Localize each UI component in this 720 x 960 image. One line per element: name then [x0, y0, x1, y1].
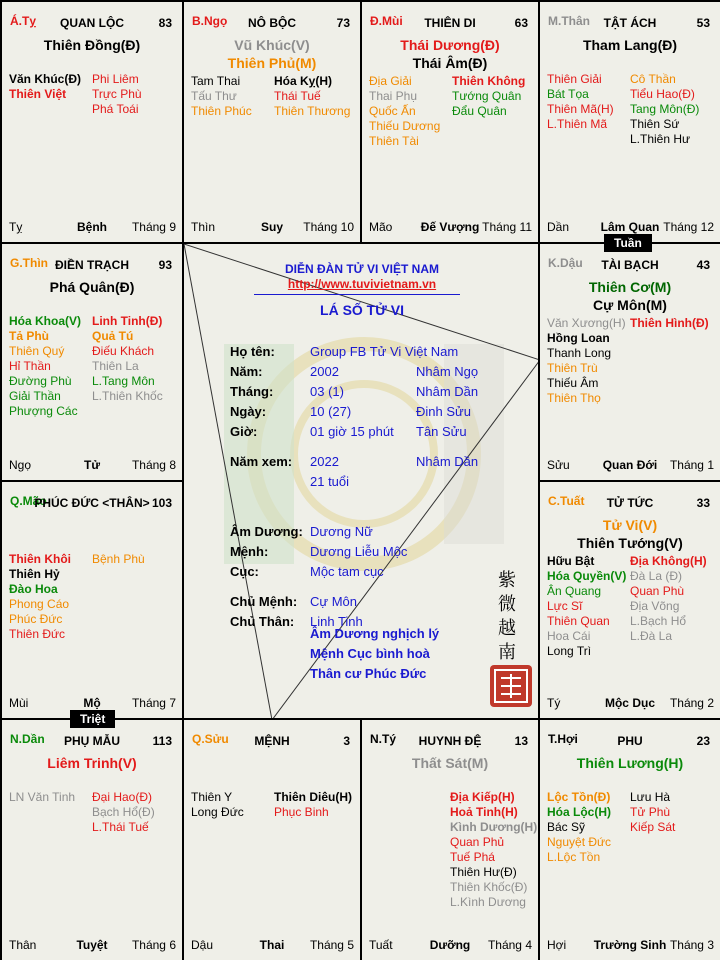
minor-star: L.Tang Môn: [92, 374, 155, 388]
palace-life-stage: Mộc Dục: [604, 696, 655, 710]
summary-note: Thân cư Phúc Đức: [310, 666, 427, 681]
info-value: 2022: [310, 454, 339, 469]
minor-star: Tử Phù: [630, 805, 671, 819]
minor-star: Văn Xương(H): [547, 316, 626, 330]
palace-4: [0, 242, 182, 480]
minor-star: Thiên Sứ: [630, 117, 680, 131]
palace-earthly-branch: Tý: [547, 696, 561, 710]
minor-star: L.Đà La: [630, 629, 673, 643]
calligraphy-char: 越: [498, 618, 516, 639]
palace-month: Tháng 4: [487, 938, 532, 952]
palace-1: [182, 0, 360, 242]
minor-star: Hoả Tinh(H): [450, 805, 518, 819]
minor-star: Phi Liêm: [92, 72, 139, 86]
minor-star: Thiên Giải: [547, 72, 602, 86]
minor-star: Quốc Ấn: [369, 104, 416, 118]
right-star-list: [452, 74, 525, 119]
minor-star: Thiên Tài: [369, 134, 419, 148]
minor-star: Kiếp Sát: [630, 820, 676, 834]
minor-star: Văn Khúc(Đ): [9, 72, 81, 86]
major-star: Thiên Tướng(V): [577, 535, 683, 551]
info-label: Chủ Mệnh:: [230, 594, 298, 609]
center-info-panel: [182, 242, 538, 718]
minor-star: Thai Phụ: [369, 89, 418, 103]
palace-7: [538, 480, 720, 718]
palace-branch: Á.Tỵ: [10, 14, 37, 28]
palace-name: QUAN LỘC: [60, 16, 124, 30]
minor-star: Ân Quang: [547, 584, 602, 598]
minor-star: Tướng Quân: [452, 89, 522, 103]
minor-star: Long Trì: [547, 644, 592, 658]
right-star-list: [630, 554, 707, 644]
palace-number: 33: [696, 496, 710, 510]
left-star-list: [191, 74, 252, 119]
info-value: 01 giờ 15 phút: [310, 424, 394, 439]
palace-earthly-branch: Thân: [9, 938, 37, 952]
palace-branch: Q.Sửu: [192, 732, 229, 746]
info-can-chi: Nhâm Dần: [416, 384, 479, 399]
palace-month: Tháng 12: [663, 220, 714, 234]
palace-life-stage: Thai: [259, 938, 285, 952]
left-star-list: [547, 72, 614, 132]
minor-star: Địa Không(H): [630, 554, 707, 568]
palace-3: [538, 0, 720, 242]
major-star: Thiên Lương(H): [576, 755, 684, 771]
minor-star: Cô Thần: [630, 72, 676, 86]
minor-star: Thiên Đức: [9, 627, 66, 641]
left-star-list: [547, 554, 626, 659]
palace-number: 63: [514, 16, 528, 30]
palace-number: 113: [152, 734, 172, 748]
right-star-list: [274, 790, 352, 820]
left-star-list: [547, 790, 611, 865]
right-star-list: [630, 790, 675, 835]
minor-star: Thiên Việt: [9, 87, 67, 101]
calligraphy-char: 南: [498, 642, 516, 663]
right-star-list: [92, 552, 145, 567]
minor-star: Đại Hao(Đ): [92, 790, 153, 804]
minor-star: Hồng Loan: [547, 331, 610, 345]
palace-life-stage: Lâm Quan: [600, 220, 660, 234]
minor-star: Thái Tuế: [274, 89, 321, 103]
info-can-chi: Tân Sửu: [416, 424, 467, 439]
info-can-chi: Đinh Sửu: [416, 404, 471, 419]
palace-month: Tháng 6: [131, 938, 176, 952]
palace-life-stage: Tuyệt: [76, 938, 108, 952]
left-star-list: [547, 316, 626, 406]
minor-star: Thiên Y: [191, 790, 233, 804]
palace-name: PHÚC ĐỨC <THÂN>: [34, 496, 150, 510]
minor-star: L.Thiên Mã: [547, 117, 608, 131]
right-star-list: [630, 316, 709, 331]
palace-name: TẬT ÁCH: [603, 16, 657, 30]
palace-earthly-branch: Tuất: [369, 938, 393, 952]
left-star-list: [369, 74, 440, 149]
tuan-badge: Tuần: [604, 234, 652, 252]
minor-star: Hóa Kỵ(H): [274, 74, 333, 88]
minor-star: L.Thiên Khốc: [92, 389, 163, 403]
palace-name: THIÊN DI: [424, 16, 476, 30]
minor-star: Linh Tinh(Đ): [92, 314, 163, 328]
minor-star: Tam Thai: [191, 74, 241, 88]
major-star: Tử Vi(V): [602, 517, 658, 533]
info-label: Năm xem:: [230, 454, 293, 469]
palace-earthly-branch: Sửu: [547, 458, 570, 472]
palace-name: TỬ TỨC: [606, 496, 654, 510]
palace-name: MỆNH: [254, 734, 290, 748]
minor-star: Đẩu Quân: [452, 104, 507, 118]
minor-star: Tấu Thư: [191, 89, 237, 103]
minor-star: Thiên Hỷ: [9, 567, 60, 581]
palace-life-stage: Đế Vượng: [420, 220, 480, 234]
minor-star: Tả Phù: [9, 329, 50, 343]
minor-star: Tang Môn(Đ): [630, 102, 700, 116]
info-value: Dương Nữ: [310, 524, 373, 539]
left-star-list: [9, 552, 71, 642]
minor-star: Thiếu Âm: [547, 376, 599, 390]
palace-branch: T.Hợi: [548, 732, 578, 746]
palace-branch: C.Tuất: [548, 494, 585, 508]
palace-month: Tháng 1: [669, 458, 714, 472]
minor-star: Thiên Thọ: [547, 391, 601, 405]
minor-star: Hữu Bật: [547, 554, 595, 568]
palace-name: NÔ BỘC: [248, 16, 296, 30]
major-star: Thất Sát(M): [411, 755, 489, 771]
minor-star: Thiên Khốc(Đ): [450, 880, 528, 894]
palace-earthly-branch: Tỵ: [9, 220, 23, 234]
palace-branch: N.Dần: [10, 732, 45, 746]
info-label: Tháng:: [230, 384, 274, 399]
major-star: Thiên Cơ(M): [588, 279, 672, 295]
info-can-chi: Nhâm Dần: [416, 454, 479, 469]
info-value: 2002: [310, 364, 339, 379]
palace-8: [0, 718, 182, 960]
minor-star: L.Thái Tuế: [92, 820, 149, 834]
minor-star: Thiên Quý: [9, 344, 65, 358]
minor-star: Hoa Cái: [547, 629, 591, 643]
palace-number: 83: [158, 16, 172, 30]
minor-star: LN Văn Tinh: [9, 790, 76, 804]
right-star-list: [92, 314, 163, 404]
palace-life-stage: Tử: [83, 458, 101, 472]
right-star-list: [274, 74, 350, 119]
minor-star: Quan Phủ: [450, 835, 505, 849]
minor-star: Thiên La: [92, 359, 139, 373]
palace-number: 103: [151, 496, 172, 510]
calligraphy-char: 微: [498, 594, 516, 615]
info-label: Ngày:: [230, 404, 267, 419]
forum-title: DIỄN ĐÀN TỬ VI VIỆT NAM: [285, 262, 439, 276]
chart-title: LÁ SỐ TỬ VI: [320, 302, 404, 318]
triet-badge: Triệt: [70, 710, 115, 728]
palace-2: [360, 0, 538, 242]
palace-name: HUYNH ĐỆ: [418, 734, 482, 748]
minor-star: Kình Dương(H): [450, 820, 538, 834]
minor-star: Trực Phù: [92, 87, 142, 101]
info-value: 21 tuổi: [310, 474, 350, 489]
right-star-list: [92, 72, 142, 117]
info-label: Họ tên:: [230, 344, 275, 359]
palace-branch: G.Thìn: [10, 256, 48, 270]
minor-star: Điếu Khách: [92, 344, 155, 358]
minor-star: Thiếu Dương: [369, 119, 441, 133]
palace-name: PHỤ MẪU: [64, 734, 120, 748]
minor-star: Phục Binh: [274, 805, 329, 819]
minor-star: Hỉ Thần: [9, 359, 51, 373]
palace-life-stage: Mộ: [83, 696, 101, 710]
palace-0: [0, 0, 182, 242]
palace-number: 73: [336, 16, 350, 30]
palace-earthly-branch: Hợi: [547, 938, 567, 952]
palace-month: Tháng 8: [131, 458, 176, 472]
minor-star: Bệnh Phù: [92, 552, 145, 566]
minor-star: Thiên Mã(H): [547, 102, 614, 116]
major-star: Thái Dương(Đ): [400, 37, 500, 53]
minor-star: Quan Phù: [630, 584, 685, 598]
minor-star: Hóa Lộc(H): [547, 805, 611, 819]
palace-month: Tháng 3: [669, 938, 714, 952]
info-can-chi: Nhâm Ngọ: [416, 364, 479, 379]
minor-star: Tuế Phá: [450, 850, 495, 864]
palace-earthly-branch: Dậu: [191, 938, 214, 952]
minor-star: Thiên Trù: [547, 361, 598, 375]
palace-life-stage: Trường Sinh: [593, 938, 667, 952]
minor-star: Đào Hoa: [9, 582, 58, 596]
minor-star: Thiên Diêu(H): [274, 790, 352, 804]
info-label: Giờ:: [230, 424, 258, 439]
palace-life-stage: Suy: [260, 220, 283, 234]
minor-star: Hóa Khoa(V): [9, 314, 81, 328]
minor-star: Thiên Thương: [274, 104, 351, 118]
palace-number: 3: [343, 734, 350, 748]
minor-star: L.Lộc Tồn: [547, 850, 601, 864]
palace-month: Tháng 10: [303, 220, 354, 234]
palace-branch: Đ.Mùi: [370, 14, 403, 28]
left-star-list: [191, 790, 244, 820]
major-star: Liêm Trinh(V): [47, 755, 137, 771]
summary-note: Âm Dương nghịch lý: [310, 626, 440, 641]
minor-star: Tiểu Hao(Đ): [630, 87, 695, 101]
info-label: Cục:: [230, 564, 259, 579]
palace-earthly-branch: Mùi: [9, 696, 29, 710]
calligraphy-char: 紫: [498, 570, 516, 591]
minor-star: Đường Phù: [9, 374, 72, 388]
minor-star: Thiên Quan: [547, 614, 610, 628]
palace-branch: B.Ngọ: [192, 14, 228, 28]
info-label: Âm Dương:: [230, 524, 303, 539]
palace-earthly-branch: Mão: [369, 220, 393, 234]
minor-star: Thiên Hình(Đ): [630, 316, 709, 330]
palace-name: TÀI BẠCH: [601, 258, 659, 272]
divider: [254, 294, 460, 295]
palace-branch: N.Tý: [370, 732, 397, 746]
minor-star: Thiên Hư(Đ): [450, 865, 517, 879]
info-value: Linh Tinh: [310, 614, 363, 629]
minor-star: Long Đức: [191, 805, 244, 819]
palace-month: Tháng 9: [131, 220, 176, 234]
minor-star: Lộc Tồn(Đ): [547, 790, 611, 804]
left-star-list: [9, 790, 75, 805]
minor-star: Địa Giải: [369, 74, 412, 88]
major-star: Thiên Đồng(Đ): [43, 37, 141, 53]
palace-life-stage: Quan Đới: [602, 458, 658, 472]
minor-star: L.Bạch Hổ: [630, 614, 687, 628]
minor-star: Quả Tú: [92, 329, 134, 343]
minor-star: Địa Võng: [630, 599, 680, 613]
minor-star: Bát Tọa: [547, 87, 589, 101]
right-star-list: [92, 790, 155, 835]
minor-star: Lực Sĩ: [547, 599, 583, 613]
palace-month: Tháng 7: [131, 696, 176, 710]
right-star-list: [450, 790, 537, 910]
palace-number: 23: [696, 734, 710, 748]
minor-star: Thiên Phúc: [191, 104, 252, 118]
minor-star: Bác Sỹ: [547, 820, 586, 834]
info-value: 10 (27): [310, 404, 352, 419]
major-star: Thiên Phủ(M): [227, 55, 317, 71]
minor-star: Bạch Hổ(Đ): [92, 805, 155, 819]
info-label: Năm:: [230, 364, 263, 379]
palace-month: Tháng 5: [309, 938, 354, 952]
info-label: Chủ Thân:: [230, 614, 295, 629]
red-seal-stamp: [489, 664, 533, 708]
minor-star: L.Thiên Hư: [630, 132, 691, 146]
summary-note: Mệnh Cục bình hoà: [310, 646, 430, 661]
minor-star: Địa Kiếp(H): [450, 790, 515, 804]
left-star-list: [9, 72, 81, 102]
minor-star: Giải Thần: [9, 389, 61, 403]
left-star-list: [9, 314, 81, 419]
palace-5: [538, 242, 720, 480]
palace-number: 53: [696, 16, 710, 30]
forum-url-link[interactable]: http://www.tuvivietnam.vn: [287, 277, 437, 291]
palace-month: Tháng 2: [669, 696, 714, 710]
major-star: Cự Môn(M): [593, 297, 667, 313]
major-star: Tham Lang(Đ): [582, 37, 678, 53]
palace-branch: M.Thân: [548, 14, 590, 28]
palace-earthly-branch: Dần: [547, 220, 570, 234]
palace-9: [182, 718, 360, 960]
palace-earthly-branch: Thìn: [191, 220, 216, 234]
palace-name: ĐIỀN TRẠCH: [55, 258, 129, 272]
info-value: Cự Môn: [310, 594, 357, 609]
minor-star: Phong Cáo: [9, 597, 70, 611]
minor-star: Phượng Các: [9, 404, 78, 418]
minor-star: L.Kình Dương: [450, 895, 526, 909]
info-value: Mộc tam cục: [310, 564, 384, 579]
minor-star: Thiên Khôi: [9, 552, 71, 566]
palace-branch: Q.Mão: [10, 494, 47, 508]
minor-star: Nguyệt Đức: [547, 835, 612, 849]
minor-star: Phá Toái: [92, 102, 139, 116]
info-value: Dương Liễu Mộc: [310, 544, 408, 559]
palace-month: Tháng 11: [482, 220, 532, 234]
major-star: Thái Âm(Đ): [412, 55, 488, 71]
palace-10: [360, 718, 538, 960]
palace-number: 13: [514, 734, 528, 748]
info-label: Mệnh:: [230, 544, 269, 559]
minor-star: Đà La (Đ): [630, 569, 683, 583]
right-star-list: [630, 72, 699, 147]
info-value: Group FB Tử Vi Việt Nam: [310, 344, 459, 359]
palace-life-stage: Dưỡng: [429, 938, 471, 952]
palace-earthly-branch: Ngọ: [9, 458, 32, 472]
palace-number: 93: [158, 258, 172, 272]
palace-name: PHU: [617, 734, 643, 748]
major-star: Vũ Khúc(V): [234, 37, 310, 53]
minor-star: Hóa Quyền(V): [547, 569, 627, 583]
palace-number: 43: [696, 258, 710, 272]
minor-star: Thiên Không: [452, 74, 526, 88]
palace-11: [538, 718, 720, 960]
minor-star: Lưu Hà: [630, 790, 671, 804]
palace-life-stage: Bệnh: [77, 220, 107, 234]
info-value: 03 (1): [310, 384, 344, 399]
palace-6: [0, 480, 182, 718]
minor-star: Thanh Long: [547, 346, 612, 360]
major-star: Phá Quân(Đ): [49, 279, 135, 295]
minor-star: Phúc Đức: [9, 612, 63, 626]
palace-branch: K.Dậu: [548, 256, 583, 270]
